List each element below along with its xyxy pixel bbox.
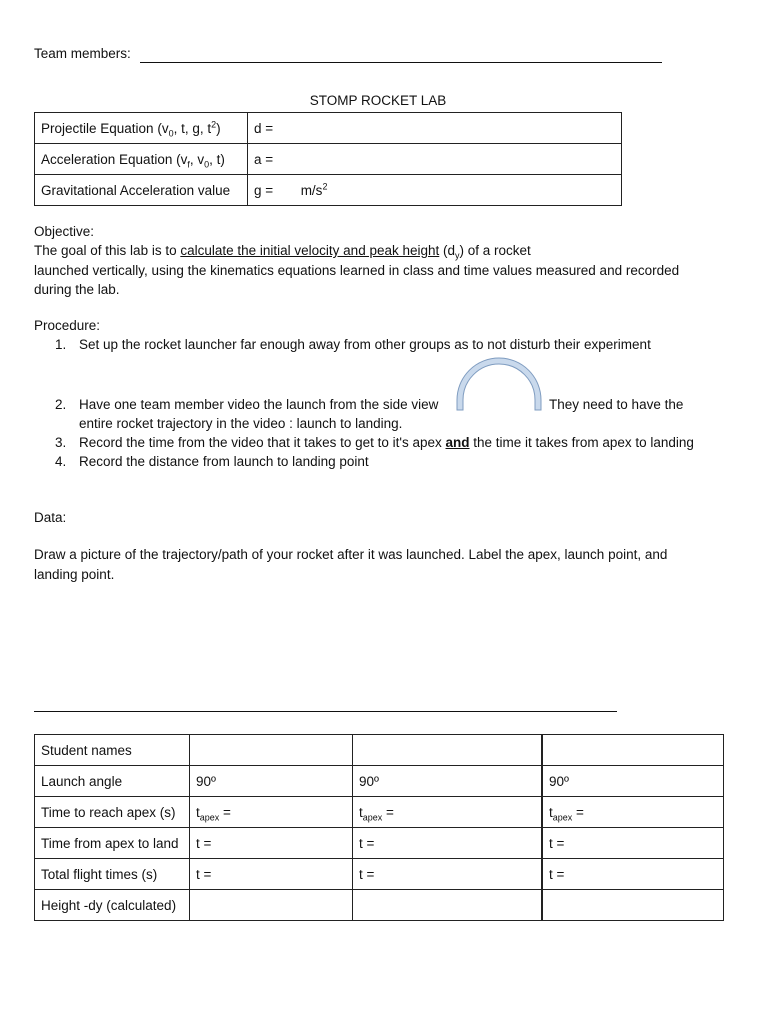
table-cell[interactable]	[353, 859, 543, 890]
table-cell[interactable]	[190, 828, 353, 859]
cell-text: t	[549, 804, 553, 820]
table-cell[interactable]	[542, 797, 724, 828]
objective-heading: Objective:	[34, 224, 95, 239]
table-cell[interactable]	[353, 766, 543, 797]
table-cell[interactable]	[190, 859, 353, 890]
procedure-heading: Procedure:	[34, 318, 101, 333]
equation-row	[35, 113, 622, 144]
equation-label	[35, 113, 248, 144]
row-label	[35, 797, 190, 828]
data-heading: Data:	[34, 510, 67, 525]
label-text: Gravitational Acceleration value	[41, 182, 231, 198]
label-text: , t)	[209, 151, 225, 167]
subscript: apex	[362, 812, 383, 823]
text: ) of a rocket	[459, 243, 531, 258]
cell-text: t =	[549, 866, 565, 882]
step-number: 3.	[55, 435, 67, 450]
label-text: , t, g, t	[173, 120, 212, 136]
bold-underlined-text: and	[445, 435, 470, 450]
equation-value-cell[interactable]	[248, 144, 622, 175]
superscript: 2	[211, 119, 217, 129]
subscript: y	[455, 250, 460, 261]
cell-text: t	[196, 804, 200, 820]
subscript: f	[187, 159, 190, 170]
label-text: Time to reach apex (s)	[41, 804, 176, 820]
cell-text: t =	[196, 835, 212, 851]
row-label	[35, 828, 190, 859]
table-row	[35, 797, 724, 828]
value-text: a =	[254, 151, 274, 167]
label-text: Acceleration Equation (v	[41, 151, 188, 167]
row-label	[35, 890, 190, 921]
cell-text: t =	[359, 835, 375, 851]
equation-label	[35, 175, 248, 206]
subscript: 0	[204, 159, 210, 170]
label-text: Total flight times (s)	[41, 866, 158, 882]
equation-value-cell[interactable]	[248, 113, 622, 144]
drawing-area-divider	[34, 711, 617, 712]
label-text: )	[216, 120, 221, 136]
value-text: d =	[254, 120, 274, 136]
page-title: STOMP ROCKET LAB	[309, 93, 447, 108]
table-cell[interactable]	[190, 766, 353, 797]
table-cell[interactable]	[542, 859, 724, 890]
cell-text: =	[572, 804, 584, 820]
table-cell[interactable]	[190, 797, 353, 828]
table-cell[interactable]	[542, 890, 724, 921]
label-text: Time from apex to land	[41, 835, 179, 851]
label-text: Height -dy (calculated)	[41, 897, 177, 913]
table-cell[interactable]	[190, 735, 353, 766]
data-instruction-line-1: Draw a picture of the trajectory/path of your rocket after it was launched. Label the apex, launch point, and	[34, 547, 668, 562]
unit-text: m/s	[300, 182, 323, 198]
table-cell[interactable]	[542, 828, 724, 859]
step-text: Record the distance from launch to landing point	[79, 454, 369, 469]
table-cell[interactable]	[542, 735, 724, 766]
cell-text: =	[219, 804, 231, 820]
data-table	[34, 734, 724, 921]
cell-text: t =	[196, 866, 212, 882]
cell-text: 90º	[196, 773, 216, 789]
table-cell[interactable]	[353, 890, 543, 921]
objective-line-1	[34, 243, 531, 261]
objective-line-2: launched vertically, using the kinematics equations learned in class and time values measured and recorded	[34, 263, 680, 278]
equation-label	[35, 144, 248, 175]
equations-table	[34, 112, 622, 206]
text: The goal of this lab is to	[34, 243, 181, 258]
objective-line-3: during the lab.	[34, 282, 120, 297]
equation-value-cell[interactable]	[248, 175, 622, 206]
equation-row	[35, 175, 622, 206]
table-row	[35, 735, 724, 766]
subscript: apex	[552, 812, 573, 823]
text: the time it takes from apex to landing	[469, 435, 694, 450]
label-text: Projectile Equation (v	[41, 120, 169, 136]
table-row	[35, 828, 724, 859]
trajectory-arc-icon	[454, 356, 544, 412]
subscript: apex	[199, 812, 220, 823]
step-text: entire rocket trajectory in the video : launch to landing.	[79, 416, 403, 431]
step-text: They need to have the	[549, 397, 684, 412]
subscript: 0	[168, 128, 174, 139]
table-row	[35, 890, 724, 921]
label-text: Student names	[41, 742, 132, 758]
table-cell[interactable]	[190, 890, 353, 921]
cell-text: t =	[359, 866, 375, 882]
team-members-label: Team members:	[34, 46, 131, 61]
step-number: 4.	[55, 454, 67, 469]
text: (d	[439, 243, 456, 258]
team-members-blank-line[interactable]	[140, 62, 662, 63]
label-text: Launch angle	[41, 773, 123, 789]
step-number: 2.	[55, 397, 67, 412]
table-cell[interactable]	[353, 828, 543, 859]
step-number: 1.	[55, 337, 67, 352]
text: Record the time from the video that it takes to get to it's apex	[79, 435, 446, 450]
table-row	[35, 859, 724, 890]
cell-text: t =	[549, 835, 565, 851]
superscript: 2	[322, 181, 328, 191]
cell-text: t	[359, 804, 363, 820]
table-cell[interactable]	[353, 735, 543, 766]
row-label	[35, 766, 190, 797]
step-text: Have one team member video the launch from the side view	[79, 397, 439, 412]
value-text: g =	[254, 182, 274, 198]
table-cell[interactable]	[542, 766, 724, 797]
underlined-text: calculate the initial velocity and peak height	[180, 243, 440, 258]
cell-text: 90º	[549, 773, 569, 789]
table-cell[interactable]	[353, 797, 543, 828]
row-label	[35, 859, 190, 890]
step-text	[79, 435, 694, 450]
step-text: Set up the rocket launcher far enough away from other groups as to not disturb their experiment	[79, 337, 651, 352]
label-text: , v	[189, 151, 205, 167]
cell-text: 90º	[359, 773, 379, 789]
equation-row	[35, 144, 622, 175]
row-label	[35, 735, 190, 766]
data-instruction-line-2: landing point.	[34, 567, 115, 582]
cell-text: =	[382, 804, 394, 820]
table-row	[35, 766, 724, 797]
